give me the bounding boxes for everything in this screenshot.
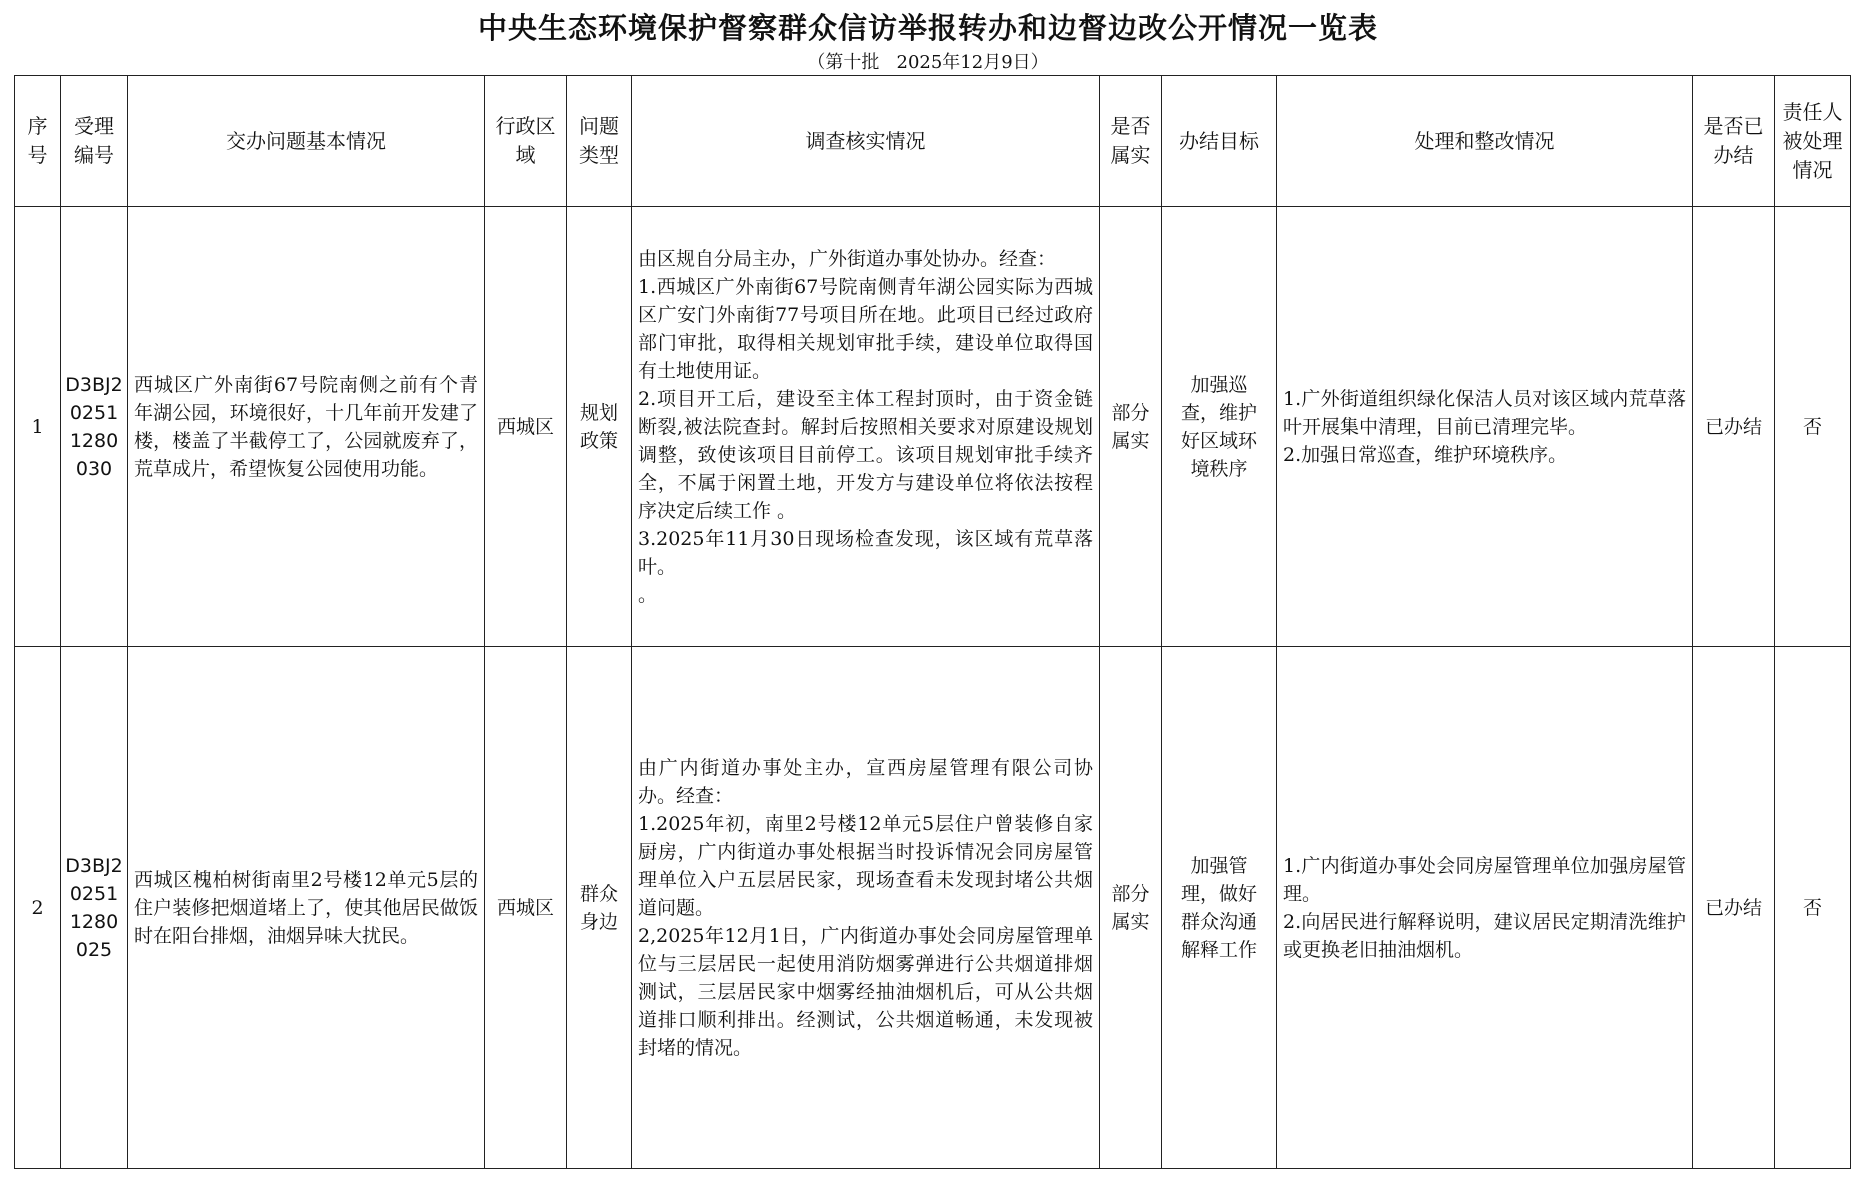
row-is-true: 部分属实 (1100, 647, 1162, 1169)
report-table (14, 75, 1851, 1169)
row-seq: 1 (15, 207, 61, 647)
header-issue-type: 问题类型 (567, 76, 632, 207)
investigation-line: 2.项目开工后，建设至主体工程封顶时，由于资金链断裂,被法院查封。解封后按照相关要求对原建设规划调整，致使该项目目前停工。该项目规划审批手续齐全，不属于闲置土地，开发方与建设单位将依法按程序决定后续工作 。 (638, 387, 1093, 522)
row-seq: 2 (15, 647, 61, 1169)
row-is-true: 部分属实 (1100, 207, 1162, 647)
row-accountability: 否 (1775, 207, 1851, 647)
row-investigation (632, 647, 1100, 1169)
row-receipt-no: D3BJ202511280025 (61, 647, 128, 1169)
row-issue: 西城区广外南街67号院南侧之前有个青年湖公园，环境很好，十几年前开发建了楼，楼盖了半截停工了，公园就废弃了，荒草成片，希望恢复公园使用功能。 (128, 207, 485, 647)
header-seq: 序号 (15, 76, 61, 207)
header-district: 行政区域 (485, 76, 567, 207)
header-issue: 交办问题基本情况 (128, 76, 485, 207)
header-is-true: 是否属实 (1100, 76, 1162, 207)
row-target: 加强巡查，维护好区域环境秩序 (1162, 207, 1277, 647)
row-accountability: 否 (1775, 647, 1851, 1169)
investigation-line: 。 (638, 583, 658, 606)
investigation-line: 2,2025年12月1日，广内街道办事处会同房屋管理单位与三层居民一起使用消防烟雾弹进行公共烟道排烟测试，三层居民家中烟雾经抽油烟机后，可从公共烟道排口顺利排出。经测试，公共烟道畅通，未发现被封堵的情况。 (638, 924, 1093, 1059)
row-target: 加强管理，做好群众沟通解释工作 (1162, 647, 1277, 1169)
row-district: 西城区 (485, 207, 567, 647)
table-row (15, 647, 1851, 1169)
handling-line: 2.向居民进行解释说明，建议居民定期清洗维护或更换老旧抽油烟机。 (1283, 910, 1686, 961)
investigation-line: 3.2025年11月30日现场检查发现，该区域有荒草落叶。 (638, 527, 1093, 578)
row-investigation (632, 207, 1100, 647)
header-row (15, 76, 1851, 207)
row-district: 西城区 (485, 647, 567, 1169)
investigation-line: 由区规自分局主办，广外街道办事处协办。经查： (638, 247, 1057, 270)
page-title: 中央生态环境保护督察群众信访举报转办和边督边改公开情况一览表 (477, 11, 1378, 45)
investigation-line: 1.西城区广外南街67号院南侧青年湖公园实际为西城区广安门外南街77号项目所在地。此项目已经过政府部门审批，取得相关规划审批手续，建设单位取得国有土地使用证。 (638, 275, 1093, 382)
investigation-line: 1.2025年初，南里2号楼12单元5层住户曾装修自家厨房，广内街道办事处根据当时投诉情况会同房屋管理单位入户五层居民家，现场查看未发现封堵公共烟道问题。 (638, 812, 1093, 919)
row-is-closed: 已办结 (1693, 647, 1775, 1169)
header-handling: 处理和整改情况 (1277, 76, 1693, 207)
row-receipt-no: D3BJ202511280030 (61, 207, 128, 647)
table-row (15, 207, 1851, 647)
handling-line: 1.广外街道组织绿化保洁人员对该区域内荒草落叶开展集中清理，目前已清理完毕。 (1283, 387, 1686, 438)
investigation-line: 由广内街道办事处主办，宣西房屋管理有限公司协办。经查： (638, 756, 1093, 807)
row-issue-type: 规划政策 (567, 207, 632, 647)
row-issue: 西城区槐柏树街南里2号楼12单元5层的住户装修把烟道堵上了，使其他居民做饭时在阳台排烟，油烟异味大扰民。 (128, 647, 485, 1169)
header-target: 办结目标 (1162, 76, 1277, 207)
header-accountability: 责任人被处理情况 (1775, 76, 1851, 207)
row-handling (1277, 207, 1693, 647)
handling-line: 1.广内街道办事处会同房屋管理单位加强房屋管理。 (1283, 854, 1686, 905)
header-is-closed: 是否已办结 (1693, 76, 1775, 207)
handling-line: 2.加强日常巡查，维护环境秩序。 (1283, 443, 1568, 466)
page-subtitle: （第十批 2025年12月9日） (807, 52, 1049, 73)
header-investigation: 调查核实情况 (632, 76, 1100, 207)
header-receipt-no: 受理编号 (61, 76, 128, 207)
row-handling (1277, 647, 1693, 1169)
row-issue-type: 群众身边 (567, 647, 632, 1169)
row-is-closed: 已办结 (1693, 207, 1775, 647)
